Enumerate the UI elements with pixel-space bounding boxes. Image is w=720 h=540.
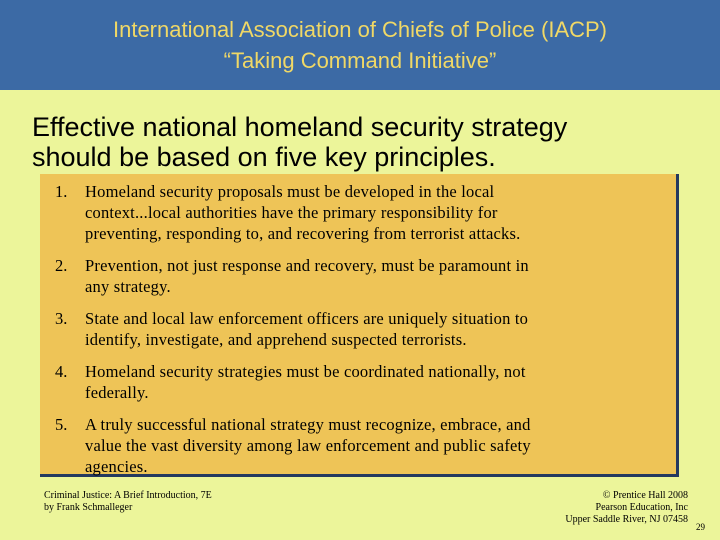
footer-line: Pearson Education, Inc [595,502,688,513]
principle-text-line: preventing, responding to, and recovering from terrorist attacks. [85,224,521,243]
principle-text-line: Homeland security strategies must be coordinated nationally, not [85,362,526,381]
principle-number: 4. [55,362,68,381]
section-heading [32,112,702,172]
principle-text-line: identify, investigate, and apprehend suspected terrorists. [85,330,467,349]
principle-text-line: agencies. [85,457,148,476]
principle-text [85,414,665,477]
principle-text-line: State and local law enforcement officers are uniquely situation to [85,309,529,328]
footer-line: by Frank Schmalleger [44,502,133,513]
principle-text-line: value the vast diversity among law enforcement and public safety [85,436,531,455]
page-number: 29 [696,522,705,532]
principle-text-line: Prevention, not just response and recovery, must be paramount in [85,256,529,275]
principle-text-line: any strategy. [85,277,171,296]
footer-copyright [565,490,688,526]
principle-text-line: Homeland security proposals must be developed in the local [85,182,495,201]
section-heading-line: Effective national homeland security strategy [32,112,568,142]
slide-title: International Association of Chiefs of Police (IACP) [112,17,608,42]
principle-number: 2. [55,256,68,275]
principle-text-line: A truly successful national strategy must recognize, embrace, and [85,415,531,434]
footer-line: © Prentice Hall 2008 [602,490,688,501]
footer-line: Upper Saddle River, NJ 07458 [565,514,688,525]
principle-text-line: context...local authorities have the primary responsibility for [85,203,498,222]
principle-text [85,255,665,297]
principle-text [85,361,665,403]
principle-number: 3. [55,309,68,328]
footer-line: Criminal Justice: A Brief Introduction, 7E [44,490,212,501]
principle-text [85,181,665,244]
slide-title-subtitle: “Taking Command Initiative” [223,48,497,73]
principle-number: 1. [55,182,68,201]
principle-text-line: federally. [85,383,149,402]
section-heading-line: should be based on five key principles. [32,142,496,172]
principle-text [85,308,665,350]
title-banner [0,0,720,90]
principles-box [40,174,679,477]
footer-book-credit [44,490,212,514]
principle-number: 5. [55,415,68,434]
